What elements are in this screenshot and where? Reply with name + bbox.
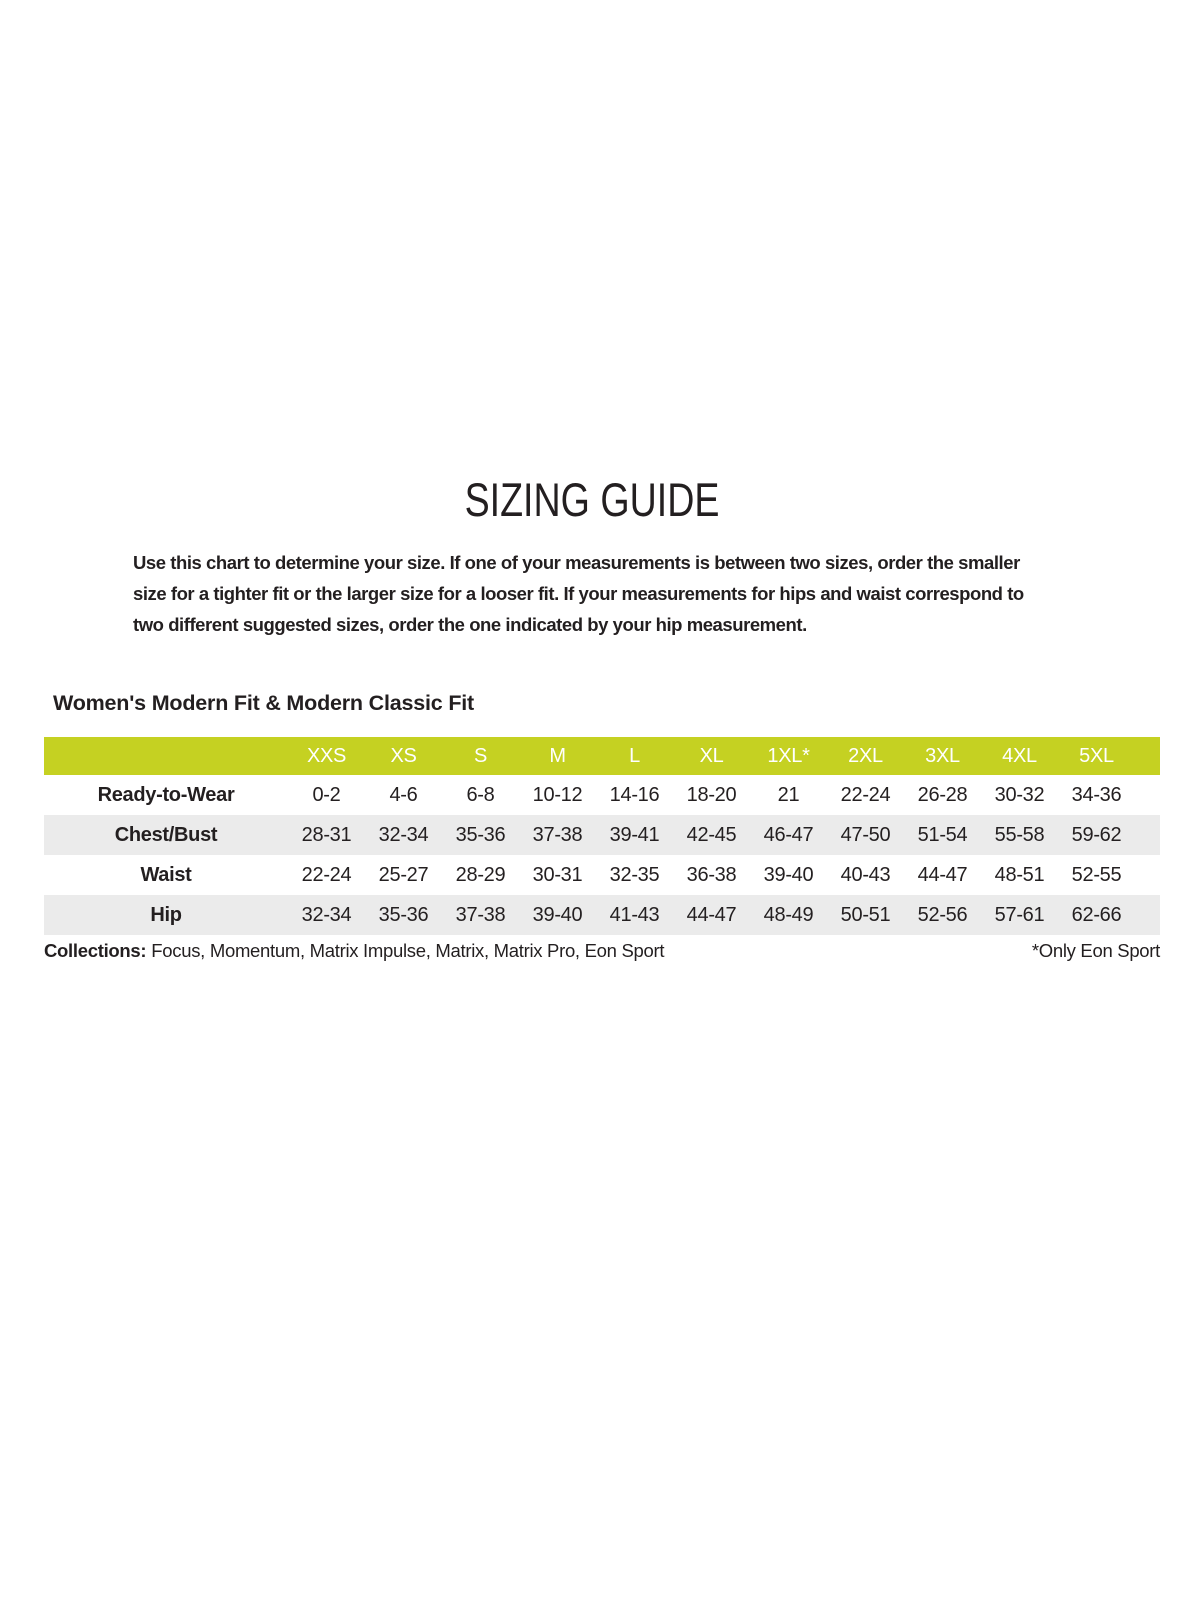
row-label: Chest/Bust (114, 823, 218, 846)
table-row-waist (44, 855, 1160, 895)
table-cell: 62-66 (1071, 903, 1122, 926)
table-row-ready-to-wear (44, 775, 1160, 815)
table-cell: 50-51 (840, 903, 891, 926)
table-cell: 21 (777, 783, 800, 806)
table-cell: 32-34 (378, 823, 429, 846)
collections-footnote: *Only Eon Sport (1031, 940, 1160, 961)
table-cell: 39-40 (763, 863, 814, 886)
table-cell: 35-36 (378, 903, 429, 926)
table-cell: 48-49 (763, 903, 814, 926)
table-cell: 48-51 (994, 863, 1045, 886)
table-header-row (44, 737, 1160, 775)
column-header-xxs: XXS (306, 744, 347, 767)
column-header-xl: XL (699, 744, 724, 767)
table-cell: 41-43 (609, 903, 660, 926)
column-header-l: L (629, 744, 640, 767)
table-row-hip (44, 895, 1160, 935)
size-table (44, 737, 1160, 935)
table-cell: 57-61 (994, 903, 1045, 926)
collections-list: Focus, Momentum, Matrix Impulse, Matrix, Matrix Pro, Eon Sport (151, 940, 665, 961)
section-heading: Women's Modern Fit & Modern Classic Fit (53, 691, 474, 715)
column-header-3xl: 3XL (925, 744, 960, 767)
table-cell: 36-38 (686, 863, 737, 886)
column-header-1xl: 1XL* (767, 744, 810, 767)
table-cell: 55-58 (994, 823, 1045, 846)
table-cell: 14-16 (609, 783, 660, 806)
column-header-xs: XS (390, 744, 417, 767)
table-cell: 52-55 (1071, 863, 1122, 886)
table-cell: 37-38 (532, 823, 583, 846)
table-cell: 0-2 (312, 783, 341, 806)
column-header-m: M (549, 744, 566, 767)
row-label: Ready-to-Wear (97, 783, 235, 806)
table-cell: 39-40 (532, 903, 583, 926)
table-cell: 42-45 (686, 823, 737, 846)
collections-label: Collections: (44, 940, 147, 961)
table-cell: 22-24 (840, 783, 891, 806)
column-header-2xl: 2XL (848, 744, 883, 767)
table-cell: 47-50 (840, 823, 891, 846)
intro-line: two different suggested sizes, order the one indicated by your hip measurement. (133, 614, 807, 635)
table-row-chest-bust (44, 815, 1160, 855)
table-cell: 44-47 (686, 903, 737, 926)
table-cell: 46-47 (763, 823, 814, 846)
table-cell: 18-20 (686, 783, 737, 806)
row-label: Waist (140, 863, 192, 886)
table-cell: 4-6 (389, 783, 418, 806)
table-cell: 35-36 (455, 823, 506, 846)
table-cell: 32-35 (609, 863, 660, 886)
collections-text (44, 940, 664, 962)
collections-line (44, 940, 1160, 962)
intro-line: size for a tighter fit or the larger size for a looser fit. If your measurements for hips and waist correspond to (133, 583, 1024, 604)
column-header-s: S (473, 744, 488, 767)
row-label: Hip (150, 903, 182, 926)
column-header-4xl: 4XL (1002, 744, 1037, 767)
table-cell: 28-31 (301, 823, 352, 846)
table-cell: 6-8 (466, 783, 495, 806)
table-cell: 59-62 (1071, 823, 1122, 846)
table-cell: 30-32 (994, 783, 1045, 806)
intro-paragraph (133, 547, 1024, 640)
table-cell: 44-47 (917, 863, 968, 886)
intro-line: Use this chart to determine your size. If one of your measurements is between two sizes, order the smaller (133, 552, 1020, 573)
table-cell: 26-28 (917, 783, 968, 806)
table-cell: 34-36 (1071, 783, 1122, 806)
page-title: SIZING GUIDE (464, 473, 720, 526)
table-cell: 40-43 (840, 863, 891, 886)
table-cell: 39-41 (609, 823, 660, 846)
table-cell: 22-24 (301, 863, 352, 886)
table-cell: 10-12 (532, 783, 583, 806)
table-cell: 32-34 (301, 903, 352, 926)
table-cell: 52-56 (917, 903, 968, 926)
table-cell: 30-31 (532, 863, 583, 886)
table-cell: 28-29 (455, 863, 506, 886)
table-cell: 37-38 (455, 903, 506, 926)
column-header-5xl: 5XL (1079, 744, 1114, 767)
table-cell: 25-27 (378, 863, 429, 886)
table-cell: 51-54 (917, 823, 968, 846)
